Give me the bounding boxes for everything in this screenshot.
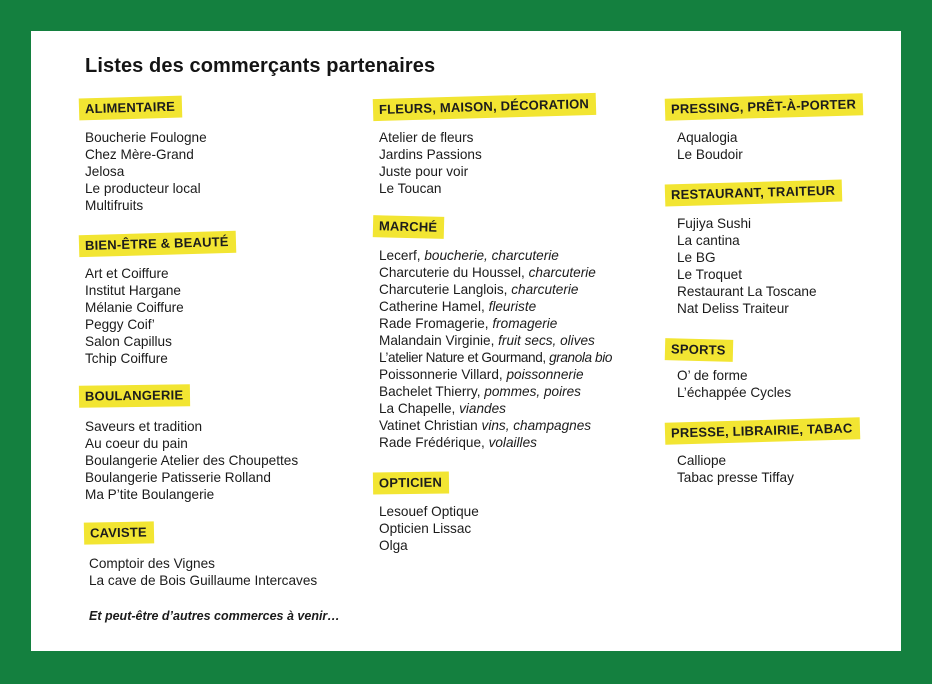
- list-item: Atelier de fleurs: [379, 130, 474, 145]
- section-marche: [373, 216, 612, 450]
- list-item: Au coeur du pain: [85, 436, 188, 451]
- list-item: Peggy Coif’: [85, 317, 155, 332]
- list-item: Aqualogia: [677, 130, 738, 145]
- section-heading-caviste: CAVISTE: [84, 521, 154, 544]
- list-item: Institut Hargane: [85, 283, 181, 298]
- list-item: Mélanie Coiffure: [85, 300, 184, 315]
- list-item: L’atelier Nature et Gourmand, granola bio: [379, 350, 612, 365]
- section-heading-pressing: PRESSING, PRÊT-À-PORTER: [665, 93, 864, 121]
- list-item: Nat Deliss Traiteur: [677, 301, 789, 316]
- section-alimentaire: [79, 97, 207, 213]
- footnote: Et peut-être d’autres commerces à venir…: [89, 609, 340, 623]
- list-item: Art et Coiffure: [85, 266, 169, 281]
- list-item: Chez Mère-Grand: [85, 147, 194, 162]
- list-item: Saveurs et tradition: [85, 419, 203, 434]
- list-item: Ma P’tite Boulangerie: [85, 487, 215, 502]
- list-item: Multifruits: [85, 198, 144, 213]
- list-item: La cantina: [677, 233, 740, 248]
- section-fleurs: [373, 96, 596, 196]
- list-item: Boulangerie Patisserie Rolland: [85, 470, 271, 485]
- list-boulangerie: [85, 418, 298, 503]
- list-opticien: [379, 503, 479, 554]
- list-item: Juste pour voir: [379, 164, 469, 179]
- list-item: Lecerf, boucherie, charcuterie: [379, 248, 559, 263]
- section-heading-bien-etre: BIEN-ÊTRE & BEAUTÉ: [79, 231, 236, 257]
- section-heading-sports: SPORTS: [665, 338, 733, 362]
- list-sports: [677, 367, 791, 401]
- list-item: Jardins Passions: [379, 147, 482, 162]
- list-pressing: [677, 129, 743, 163]
- list-caviste: [89, 555, 317, 589]
- list-item: Opticien Lissac: [379, 521, 472, 536]
- section-heading-opticien: OPTICIEN: [373, 471, 449, 494]
- list-item: Comptoir des Vignes: [89, 556, 215, 571]
- section-sports: [665, 339, 792, 400]
- list-item: La cave de Bois Guillaume Intercaves: [89, 573, 318, 588]
- list-item: Rade Frédérique, volailles: [379, 435, 537, 450]
- list-item: Tchip Coiffure: [85, 351, 168, 366]
- list-item: Le producteur local: [85, 181, 201, 196]
- list-item: Le Troquet: [677, 267, 742, 282]
- list-item: Fujiya Sushi: [677, 216, 752, 231]
- list-item: Malandain Virginie, fruit secs, olives: [379, 333, 595, 348]
- list-item: Lesouef Optique: [379, 504, 479, 519]
- section-heading-restaurant: RESTAURANT, TRAITEUR: [665, 180, 843, 207]
- list-item: La Chapelle, viandes: [379, 401, 506, 416]
- list-item: Charcuterie du Houssel, charcuterie: [379, 265, 596, 280]
- list-item: Calliope: [677, 453, 727, 468]
- list-item: Catherine Hamel, fleuriste: [379, 299, 537, 314]
- partner-list-card: [31, 31, 901, 651]
- section-pressing: [665, 96, 863, 162]
- section-heading-marche: MARCHÉ: [373, 215, 445, 239]
- list-item: Salon Capillus: [85, 334, 172, 349]
- list-item: Tabac presse Tiffay: [677, 470, 794, 485]
- section-restaurant: [665, 182, 842, 316]
- list-fleurs: [379, 129, 482, 197]
- list-item: Boucherie Foulogne: [85, 130, 207, 145]
- list-item: Charcuterie Langlois, charcuterie: [379, 282, 579, 297]
- list-restaurant: [677, 215, 817, 317]
- list-item: Restaurant La Toscane: [677, 284, 817, 299]
- list-item: Le Toucan: [379, 181, 442, 196]
- list-item: Olga: [379, 538, 408, 553]
- section-bien-etre: [79, 233, 236, 366]
- list-item: Vatinet Christian vins, champagnes: [379, 418, 592, 433]
- section-presse: [665, 420, 860, 485]
- list-presse: [677, 452, 794, 486]
- list-item: Rade Fromagerie, fromagerie: [379, 316, 558, 331]
- section-heading-alimentaire: ALIMENTAIRE: [79, 96, 183, 121]
- list-alimentaire: [85, 129, 207, 214]
- list-item: Jelosa: [85, 164, 125, 179]
- section-heading-boulangerie: BOULANGERIE: [79, 384, 191, 408]
- list-item: O’ de forme: [677, 368, 748, 383]
- list-item: Bachelet Thierry, pommes, poires: [379, 384, 581, 399]
- list-item: Le BG: [677, 250, 716, 265]
- page-title: Listes des commerçants partenaires: [85, 55, 436, 77]
- section-heading-fleurs: FLEURS, MAISON, DÉCORATION: [373, 93, 597, 121]
- list-item: Poissonnerie Villard, poissonnerie: [379, 367, 584, 382]
- list-bien-etre: [85, 265, 184, 367]
- list-marche: [379, 247, 612, 451]
- section-caviste: [84, 522, 318, 588]
- section-opticien: [373, 472, 479, 553]
- list-item: Boulangerie Atelier des Choupettes: [85, 453, 299, 468]
- section-heading-presse: PRESSE, LIBRAIRIE, TABAC: [665, 417, 860, 444]
- list-item: L’échappée Cycles: [677, 385, 792, 400]
- list-item: Le Boudoir: [677, 147, 743, 162]
- section-boulangerie: [79, 385, 299, 502]
